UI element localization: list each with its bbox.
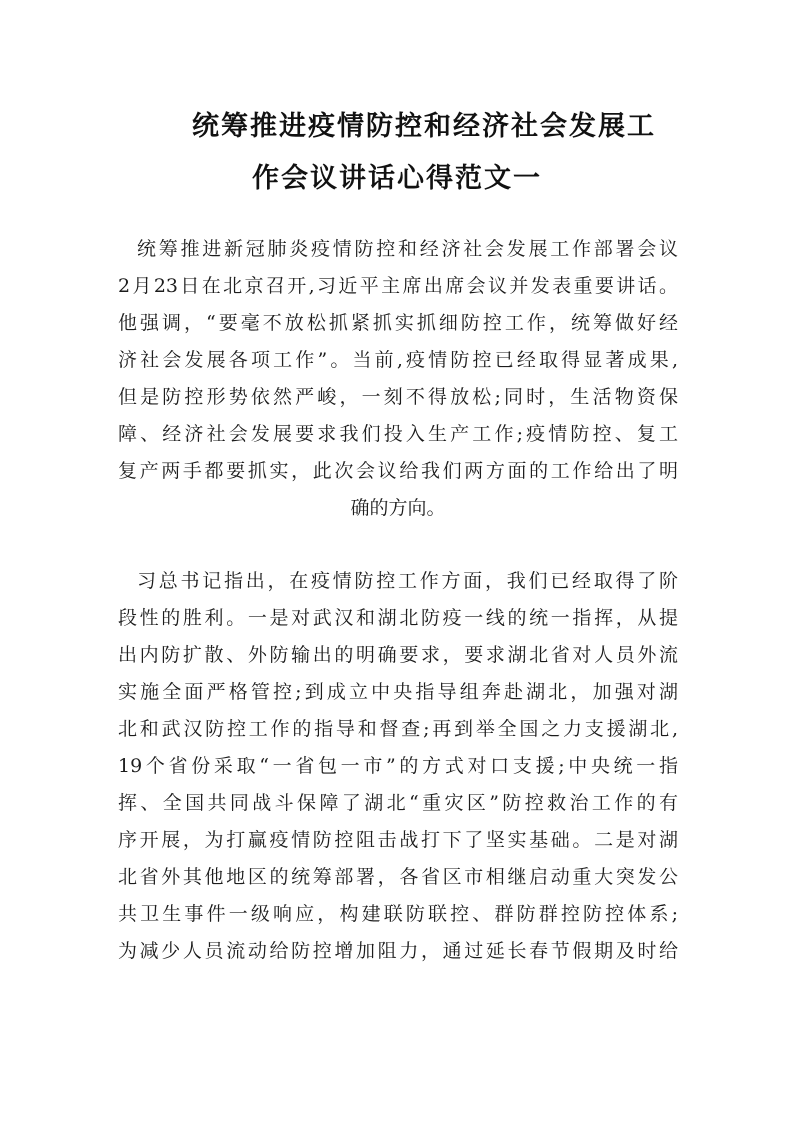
paragraph-line: 他强调，“要毫不放松抓紧抓实抓细防控工作，统筹做好经 [118, 312, 678, 334]
paragraph-line: 实施全面严格管控;到成立中央指导组奔赴湖北，加强对湖 [118, 681, 678, 703]
paragraph-line: 序开展，为打赢疫情防控阻击战打下了坚实基础。二是对湖 [118, 829, 678, 851]
paragraph-2 [118, 563, 678, 970]
paragraph-line: 为减少人员流动给防控增加阻力，通过延长春节假期及时给 [118, 940, 678, 962]
paragraph-line: 2月23日在北京召开,习近平主席出席会议并发表重要讲话。 [118, 275, 678, 297]
paragraph-line: 北和武汉防控工作的指导和督查;再到举全国之力支援湖北, [118, 718, 678, 740]
paragraph-line: 确的方向。 [350, 497, 446, 519]
paragraph-line: 挥、全国共同战斗保障了湖北“重灾区”防控救治工作的有 [118, 792, 678, 814]
paragraph-line: 复产两手都要抓实，此次会议给我们两方面的工作给出了明 [118, 460, 678, 482]
paragraph-line: 习总书记指出，在疫情防控工作方面，我们已经取得了阶 [137, 570, 678, 592]
paragraph-line: 北省外其他地区的统筹部署，各省区市相继启动重大突发公 [118, 866, 678, 888]
document-title-line-2: 作会议讲话心得范文一 [252, 163, 542, 194]
paragraph-line: 济社会发展各项工作”。当前,疫情防控已经取得显著成果, [118, 349, 678, 371]
paragraph-line: 共卫生事件一级响应，构建联防联控、群防群控防控体系; [118, 903, 678, 925]
paragraph-line: 出内防扩散、外防输出的明确要求，要求湖北省对人员外流 [118, 644, 678, 666]
paragraph-line: 19个省份采取“一省包一市”的方式对口支援;中央统一指 [118, 755, 678, 777]
paragraph-line: 统筹推进新冠肺炎疫情防控和经济社会发展工作部署会议 [137, 238, 678, 260]
paragraph-line: 但是防控形势依然严峻，一刻不得放松;同时，生活物资保 [118, 386, 678, 408]
document-title-line-1: 统筹推进疫情防控和经济社会发展工 [192, 111, 656, 142]
paragraph-1 [118, 231, 678, 527]
paragraph-line: 障、经济社会发展要求我们投入生产工作;疫情防控、复工 [118, 423, 678, 445]
paragraph-line: 段性的胜利。一是对武汉和湖北防疫一线的统一指挥，从提 [118, 607, 678, 629]
